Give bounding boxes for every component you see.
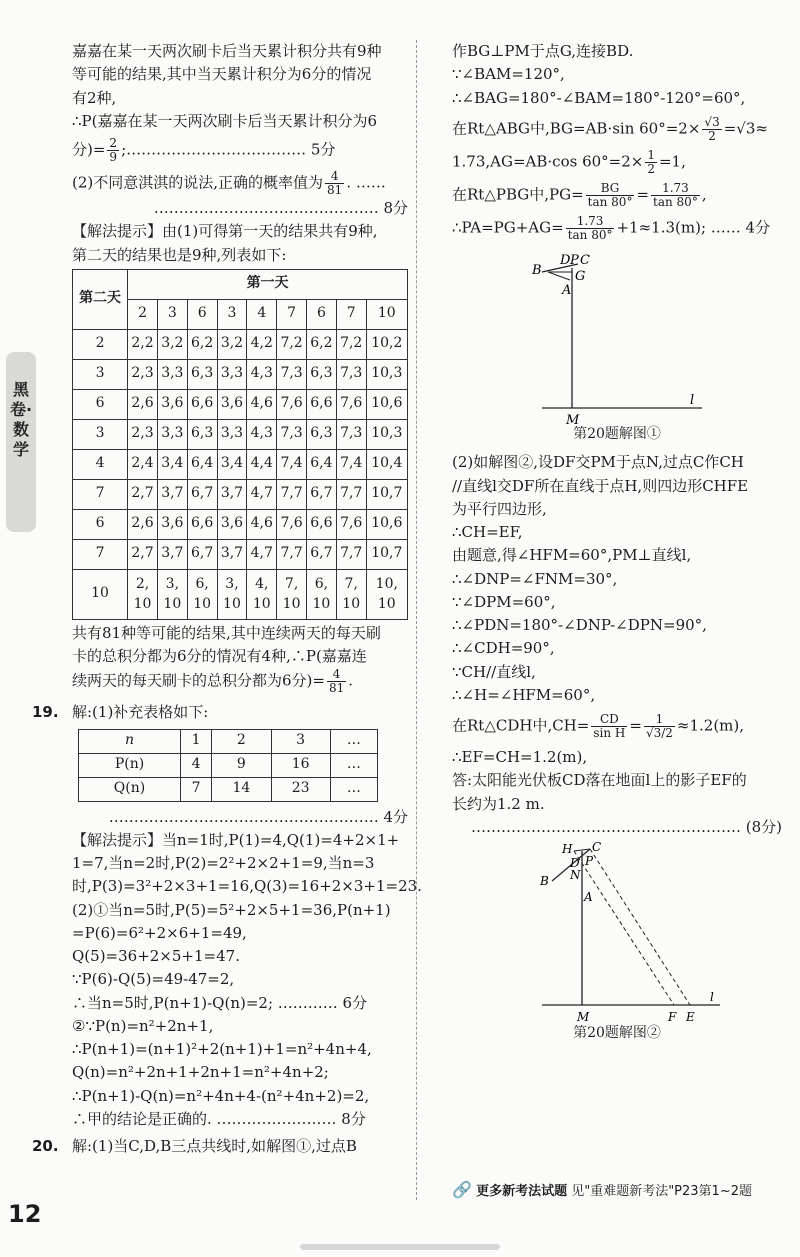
text-line: ∵∠DPM=60°,	[452, 592, 556, 611]
numerator: 4	[327, 668, 346, 682]
table-cell: 3,7	[157, 539, 187, 569]
text: ;……………………………… 5分	[121, 140, 336, 159]
right-column	[452, 40, 782, 1045]
col-header: 7	[277, 299, 307, 329]
table-cell: 2,7	[128, 479, 158, 509]
score-line: ……………………………………………… 4分	[108, 807, 408, 826]
more-questions-note	[452, 1178, 752, 1203]
row-header: 6	[73, 509, 128, 539]
hint-line: 【解法提示】由(1)可得第一天的结果共有9种,	[72, 222, 378, 241]
table-cell: 7	[181, 777, 212, 801]
denominator: 9	[109, 150, 118, 164]
cell-part: 3,	[225, 576, 239, 593]
page-number: 12	[8, 1200, 42, 1228]
table-cell: 4,6	[247, 389, 277, 419]
table-cell: 10,3	[366, 419, 407, 449]
table-cell: 6,2	[187, 329, 217, 359]
table-cell: 10,2	[366, 329, 407, 359]
cell-part: 6,	[195, 576, 209, 593]
outcome-table	[72, 269, 408, 620]
fraction	[566, 215, 615, 242]
denominator: 81	[328, 681, 345, 696]
table-row	[73, 449, 408, 479]
fraction	[325, 170, 344, 197]
link-icon: 🔗	[452, 1180, 472, 1199]
numerator: √3	[704, 114, 720, 129]
table-cell: 7,4	[336, 449, 366, 479]
table-corner: 第二天	[73, 269, 128, 329]
table-cell: 10,7	[366, 479, 407, 509]
figure-2	[452, 839, 782, 1029]
text-line: ∵CH//直线l,	[452, 662, 536, 681]
text-line: ∴甲的结论是正确的. …………………… 8分	[72, 1109, 366, 1128]
label-m: M	[577, 1010, 590, 1025]
cell-part: 10,	[375, 576, 398, 593]
left-column	[32, 40, 422, 1158]
text: =	[636, 185, 650, 204]
table-cell: 2	[212, 729, 271, 753]
table-cell: 3,7	[157, 479, 187, 509]
table-cell: 3,6	[217, 389, 247, 419]
text-line: ∴P(嘉嘉在某一天两次刷卡后当天累计积分为6	[72, 111, 378, 130]
text: 续两天的每天刷卡的总积分都为6分)=	[72, 671, 325, 690]
numerator: BG	[586, 182, 635, 196]
table-cell: 6,6	[307, 389, 337, 419]
cell-part: 7,	[284, 576, 299, 593]
row-header: 10	[73, 569, 128, 619]
numerator: 1.73	[651, 182, 700, 196]
text-line: ∵∠BAM=120°,	[452, 65, 565, 84]
scroll-indicator	[300, 1244, 500, 1250]
table-row	[73, 329, 408, 359]
denominator: sin H	[593, 726, 626, 741]
table-cell: 10,6	[366, 389, 407, 419]
table-cell: 6,3	[187, 359, 217, 389]
cell-part: 7,	[344, 576, 358, 593]
formula-line	[72, 668, 408, 695]
question-number: 19.	[32, 703, 59, 722]
cell-part: 10	[312, 596, 331, 613]
text-line: (2)①当n=5时,P(5)=5²+2×5+1=36,P(n+1)	[72, 900, 391, 919]
table-cell: 7,3	[336, 359, 366, 389]
column-divider	[416, 40, 417, 1200]
text-line: Q(n)=n²+2n+1+2n+1=n²+4n+2;	[72, 1063, 329, 1082]
text: 在Rt△ABG中,BG=AB·sin 60°=2×	[452, 119, 701, 138]
table-cell: 6,4	[307, 449, 337, 479]
denominator: 2	[647, 161, 655, 176]
text: +1≈1.3(m); …… 4分	[616, 218, 771, 237]
table-row	[73, 419, 408, 449]
text-line: ∴∠DNP=∠FNM=30°,	[452, 569, 618, 588]
label-m: M	[566, 412, 580, 428]
table-cell: 4,7	[247, 539, 277, 569]
text-line: ∴当n=5时,P(n+1)-Q(n)=2; ………… 6分	[72, 993, 368, 1012]
label-b: B	[532, 262, 542, 278]
ray-hf	[574, 851, 674, 1005]
numerator: 1.73	[566, 215, 615, 229]
text-line: (2)如解图②,设DF交PM于点N,过点C作CH	[452, 453, 744, 472]
table-row	[73, 569, 408, 619]
formula-line	[452, 149, 782, 176]
text: =1,	[658, 152, 686, 171]
table-cell: 3,4	[217, 449, 247, 479]
table-cell: 7,3	[277, 419, 307, 449]
fraction	[591, 713, 627, 740]
numerator: 4	[325, 170, 344, 184]
text-line: ∴CH=EF,	[452, 523, 523, 542]
text-line: 卡的总积分都为6分的情况有4种,∴P(嘉嘉连	[72, 647, 367, 665]
question-20	[32, 1135, 408, 1158]
table-cell: 23	[271, 777, 330, 801]
figure-2-caption: 第20题解图②	[573, 1025, 661, 1042]
label-c: C	[592, 840, 602, 855]
formula-line	[72, 170, 408, 197]
label-f: F	[668, 1010, 677, 1025]
cell-part: 10	[163, 596, 182, 613]
table-cell: 10,7	[366, 539, 407, 569]
table-cell: 9	[212, 753, 271, 777]
row-header: 6	[73, 389, 128, 419]
cell-part: 10	[133, 596, 152, 613]
more-text: 见"重难题新考法"P23第1~2题	[571, 1184, 752, 1199]
table-cell: 16	[271, 753, 330, 777]
pq-table	[78, 729, 378, 802]
table-cell: 7,7	[277, 479, 307, 509]
col-header: 2	[128, 299, 158, 329]
table-cell: 1	[181, 729, 212, 753]
label-d: D	[560, 252, 571, 268]
table-cell: …	[330, 753, 377, 777]
denominator: √3/2	[645, 726, 673, 741]
table-cell: 3,6	[217, 509, 247, 539]
table-cell: 7,6	[277, 509, 307, 539]
cell-part: 6,	[314, 576, 329, 593]
text: 在Rt△PBG中,PG=	[452, 185, 584, 204]
table-cell: 3,6	[157, 509, 187, 539]
row-header: 7	[73, 539, 128, 569]
col-header: 6	[187, 299, 217, 329]
text-line: ∴∠BAG=180°-∠BAM=180°-120°=60°,	[452, 88, 746, 107]
text-line: ∴P(n+1)=(n+1)²+2(n+1)+1=n²+4n+4,	[72, 1040, 372, 1058]
table-cell: 3,3	[217, 359, 247, 389]
table-cell: 6,4	[187, 449, 217, 479]
denominator: 2	[708, 128, 716, 143]
table-cell: 4,2	[247, 329, 277, 359]
fraction	[107, 137, 119, 164]
table-cell: 14	[212, 777, 271, 801]
table-cell: 3,2	[157, 329, 187, 359]
text: 在Rt△CDH中,CH=	[452, 716, 590, 735]
fraction	[645, 149, 657, 176]
col-header: 6	[307, 299, 337, 329]
table-cell: 6,3	[307, 419, 337, 449]
table-cell: 6,3	[307, 359, 337, 389]
table-cell	[336, 569, 366, 619]
col-header: 4	[247, 299, 277, 329]
table-cell: P(n)	[79, 753, 181, 777]
table-cell: 7,6	[336, 509, 366, 539]
table-cell: 2,7	[128, 539, 158, 569]
text: (2)不同意淇淇的说法,正确的概率值为	[72, 173, 324, 192]
text-line: ∴EF=CH=1.2(m),	[452, 748, 588, 767]
text-line: 嘉嘉在某一天两次刷卡后当天累计积分共有9种	[72, 42, 382, 60]
row-header: 3	[73, 419, 128, 449]
table-cell: 2,3	[128, 419, 158, 449]
table-cell: 6,7	[187, 479, 217, 509]
text-line: 为平行四边形,	[452, 499, 547, 518]
formula-line	[452, 215, 782, 242]
table-cell: 10,6	[366, 509, 407, 539]
table-cell: 4	[181, 753, 212, 777]
table-cell: 3	[271, 729, 330, 753]
table-top-header: 第一天	[128, 269, 408, 299]
text-line: ②∵P(n)=n²+2n+1,	[72, 1016, 214, 1035]
table-cell: 7,3	[277, 359, 307, 389]
table-cell: 3,6	[157, 389, 187, 419]
table-cell: 6,6	[187, 389, 217, 419]
text: ≈1.2(m),	[676, 716, 745, 735]
table-row	[79, 777, 378, 801]
text: ,	[701, 185, 707, 204]
table-cell: 2,3	[128, 359, 158, 389]
table-cell: 3,3	[157, 359, 187, 389]
question-number: 20.	[32, 1137, 59, 1155]
formula-line	[452, 713, 782, 740]
fraction	[586, 182, 635, 209]
subject-tab-label: 黑卷·数学	[9, 380, 33, 459]
label-p: P	[585, 854, 594, 869]
col-header: 10	[366, 299, 407, 329]
text-line: //直线l交DF所在直线于点H,则四边形CHFE	[452, 476, 749, 495]
table-cell: 7,2	[336, 329, 366, 359]
table-row	[79, 729, 378, 753]
question-19	[32, 701, 422, 1131]
label-l: l	[690, 392, 695, 408]
table-row	[73, 539, 408, 569]
table-cell: 6,3	[187, 419, 217, 449]
text-line: ∴∠H=∠HFM=60°,	[452, 685, 596, 704]
table-cell	[217, 569, 247, 619]
text: . ……	[346, 173, 386, 192]
text: 1.73,AG=AB·cos 60°=2×	[452, 152, 644, 171]
label-d: D	[570, 856, 580, 871]
row-header: 3	[73, 359, 128, 389]
text-line: =P(6)=6²+2×6+1=49,	[72, 923, 247, 942]
hint-line: 1=7,当n=2时,P(2)=2²+2×2+1=9,当n=3	[72, 854, 375, 872]
numerator: 1	[647, 147, 655, 162]
table-cell: 7,6	[336, 389, 366, 419]
table-cell: 7,7	[336, 479, 366, 509]
score-line: ……………………………………………… (8分)	[470, 817, 782, 836]
table-row	[73, 389, 408, 419]
table-cell: 7,7	[336, 539, 366, 569]
text-line: ∴P(n+1)-Q(n)=n²+4n+4-(n²+4n+2)=2,	[72, 1086, 370, 1105]
denominator: 81	[327, 183, 343, 197]
cell-part: 10	[223, 596, 241, 613]
table-cell: 4,4	[247, 449, 277, 479]
fraction	[327, 668, 346, 695]
table-cell: 3,3	[217, 419, 247, 449]
table-cell: 2,6	[128, 389, 158, 419]
row-header: 7	[73, 479, 128, 509]
table-cell: 4,7	[247, 479, 277, 509]
cell-part: 10	[252, 596, 271, 613]
table-cell: 6,6	[307, 509, 337, 539]
subject-tab	[6, 352, 36, 532]
label-n: N	[570, 868, 581, 883]
table-row	[73, 479, 408, 509]
table-cell	[366, 569, 407, 619]
fraction	[651, 182, 700, 209]
table-cell: 6,7	[187, 539, 217, 569]
table-row	[73, 359, 408, 389]
more-title: 更多新考法试题	[476, 1184, 568, 1199]
hint-line: 时,P(3)=3²+2×3+1=16,Q(3)=16+2×3+1=23.	[72, 877, 422, 896]
text-line: 等可能的结果,其中当天累计积分为6分的情况	[72, 65, 372, 84]
table-cell: 6,2	[307, 329, 337, 359]
text: ∴PA=PG+AG=	[452, 218, 564, 237]
score-line: ……………………………………… 8分	[153, 199, 408, 217]
numerator: CD	[591, 713, 627, 727]
label-g: G	[575, 268, 586, 284]
table-cell: n	[79, 729, 181, 753]
text: =√3≈	[723, 119, 768, 138]
text-line: 解:(1)当C,D,B三点共线时,如解图①,过点B	[72, 1137, 357, 1155]
table-cell: 7,7	[277, 539, 307, 569]
cell-part: 2,	[135, 576, 150, 593]
table-cell	[277, 569, 307, 619]
table-cell: 6,7	[307, 539, 337, 569]
table-cell: 7,2	[277, 329, 307, 359]
text-line: 长约为1.2 m.	[452, 794, 545, 813]
text-line: 共有81种等可能的结果,其中连续两天的每天刷	[72, 623, 381, 642]
table-cell: 3,3	[157, 419, 187, 449]
label-c: C	[580, 252, 590, 268]
table-cell: 10,4	[366, 449, 407, 479]
figure-1	[452, 242, 782, 432]
text-line: Q(5)=36+2×5+1=47.	[72, 947, 240, 965]
table-cell: …	[330, 729, 377, 753]
table-cell	[128, 569, 158, 619]
table-cell: Q(n)	[79, 777, 181, 801]
text: 分)=	[72, 140, 106, 159]
table-cell	[187, 569, 217, 619]
text-line: 作BG⊥PM于点G,连接BD.	[452, 42, 634, 60]
formula-line	[72, 137, 408, 164]
arm-line	[548, 272, 570, 280]
table-cell: 3,7	[217, 479, 247, 509]
hint-line: 【解法提示】当n=1时,P(1)=4,Q(1)=4+2×1+	[72, 830, 400, 849]
label-b: B	[540, 874, 549, 889]
label-a: A	[584, 890, 593, 905]
label-a: A	[562, 282, 572, 298]
text-line: 有2种,	[72, 88, 117, 107]
denominator: tan 80°	[567, 227, 613, 242]
cell-part: 3,	[165, 576, 180, 593]
text-line: ∵P(6)-Q(5)=49-47=2,	[72, 970, 235, 989]
table-cell: 4,3	[247, 359, 277, 389]
text-line: ∴∠PDN=180°-∠DNP-∠DPN=90°,	[452, 616, 707, 635]
table-cell: 7,6	[277, 389, 307, 419]
label-h: H	[562, 842, 573, 857]
text-line: 由题意,得∠HFM=60°,PM⊥直线l,	[452, 546, 692, 565]
table-cell: 6,6	[187, 509, 217, 539]
cell-part: 10	[377, 596, 396, 613]
formula-line	[452, 182, 782, 209]
col-header: 3	[217, 299, 247, 329]
table-cell: 4,3	[247, 419, 277, 449]
cell-part: 10	[342, 596, 361, 613]
cell-part: 10	[193, 596, 212, 613]
label-l: l	[710, 990, 714, 1005]
text-line: 答:太阳能光伏板CD落在地面l上的影子EF的	[452, 771, 747, 790]
table-cell: 10,3	[366, 359, 407, 389]
cell-part: 10	[282, 596, 301, 613]
text-line: 解:(1)补充表格如下:	[72, 703, 209, 722]
table-row	[79, 753, 378, 777]
denominator: tan 80°	[653, 194, 698, 209]
col-header: 7	[336, 299, 366, 329]
table-cell	[247, 569, 277, 619]
table-cell	[157, 569, 187, 619]
hint-line: 第二天的结果也是9种,列表如下:	[72, 245, 287, 264]
label-p: P	[570, 252, 579, 268]
table-cell: 2,2	[128, 329, 158, 359]
cell-part: 4,	[255, 576, 269, 593]
ray-ce	[590, 849, 690, 1005]
label-e: E	[686, 1010, 695, 1025]
row-header: 4	[73, 449, 128, 479]
table-cell: 2,4	[128, 449, 158, 479]
numerator: 1	[644, 713, 675, 727]
col-header: 3	[157, 299, 187, 329]
table-cell: 3,4	[157, 449, 187, 479]
table-cell: 7,4	[277, 449, 307, 479]
text: .	[348, 671, 354, 690]
table-cell: 3,7	[217, 539, 247, 569]
formula-line	[452, 116, 782, 143]
fraction	[644, 713, 675, 740]
table-cell: 2,6	[128, 509, 158, 539]
table-cell: 6,7	[307, 479, 337, 509]
table-cell: 4,6	[247, 509, 277, 539]
table-cell: 3,2	[217, 329, 247, 359]
text-line: ∴∠CDH=90°,	[452, 639, 555, 658]
row-header: 2	[73, 329, 128, 359]
table-cell: 7,3	[336, 419, 366, 449]
fraction	[702, 116, 721, 143]
text: =	[629, 716, 642, 735]
figure-1-caption: 第20题解图①	[573, 425, 661, 442]
numerator: 2	[109, 136, 118, 150]
table-cell: …	[330, 777, 377, 801]
table-row	[73, 509, 408, 539]
table-cell	[307, 569, 337, 619]
denominator: tan 80°	[587, 194, 633, 209]
